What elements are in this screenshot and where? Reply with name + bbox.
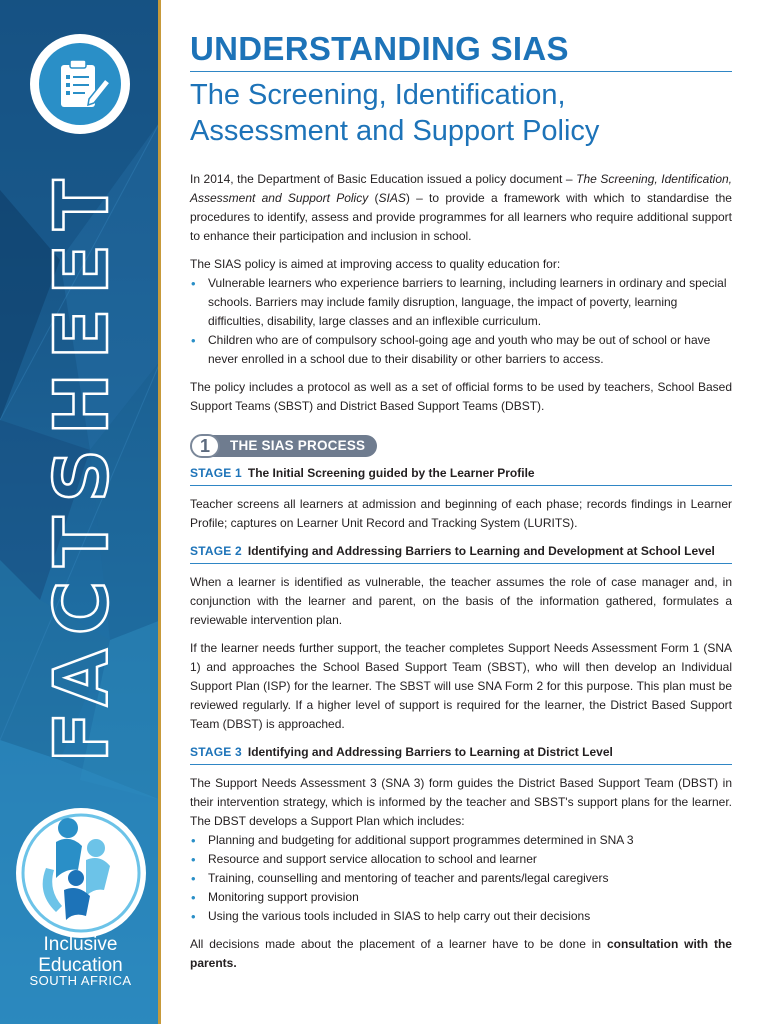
stage-3-paragraph: The Support Needs Assessment 3 (SNA 3) form guides the District Based Support Team (DBST) in their intervention strategy, which is informed by the teacher and SBST's support plans for the learner. The DBST develops a Support Plan which includes: (190, 776, 732, 828)
subtitle-line-1: The Screening, Identification, (190, 79, 566, 111)
stage-3-heading: STAGE 3 Identifying and Addressing Barriers to Learning at District Level (190, 743, 732, 765)
factsheet-vertical-title: FACTSHEET (39, 165, 125, 763)
brand-inclusive: Inclusive (43, 934, 118, 955)
intro-paragraph-3: The policy includes a protocol as well as a set of official forms to be used by teachers, School Based Support Teams (SBST) and District Based Support Teams (DBST). (190, 380, 732, 413)
sidebar (0, 0, 161, 1024)
list-item: • Children who are of compulsory school-going age and youth who may be out of school or have never enrolled in a school due to their disability or other barriers to access. (190, 331, 732, 369)
brand-education: Education (38, 955, 123, 976)
section-heading (190, 434, 732, 458)
list-item: • Vulnerable learners who experience barriers to learning, including learners in ordinary and special schools. Barriers may include family disruption, language, the impact of poverty, learning difficulties, disability, large classes and an inflexible curriculum. (190, 274, 732, 331)
stage-2-paragraph-2: If the learner needs further support, the teacher completes Support Needs Assessment Form 1 (SNA 1) and approaches the School Based Support Team (SBST), who will then develop an Individual Support Plan (ISP) for the learner. The SBST will use SNA Form 2 for this purpose. This plan must be reviewed regularly. If a higher level of support is required for the learner, the District Based Support Team (DBST) is approached. (190, 641, 732, 731)
subtitle-line-2: Assessment and Support Policy (190, 115, 600, 147)
stage-1-heading: STAGE 1 The Initial Screening guided by the Learner Profile (190, 464, 732, 486)
page-title: UNDERSTANDING SIAS (190, 30, 569, 67)
intro-bullet-list (190, 274, 732, 369)
brand-south-africa: SOUTH AFRICA (29, 973, 132, 988)
title-rule (190, 71, 732, 72)
page-subtitle (190, 77, 732, 149)
section-number: 1 (190, 434, 220, 458)
list-item: • Training, counselling and mentoring of teacher and parents/legal caregivers (190, 869, 732, 888)
stage-3-bullet-list (190, 831, 732, 926)
intro-paragraph-2: The SIAS policy is aimed at improving access to quality education for: (190, 257, 561, 271)
list-item: • Using the various tools included in SIAS to help carry out their decisions (190, 907, 732, 926)
clipboard-pencil-icon (30, 34, 130, 134)
intro-paragraph-1: In 2014, the Department of Basic Education issued a policy document – The Screening, Identification, Assessment and Support Policy (SIAS) – to provide a framework with which to standardise the procedures to identify, assess and provide programmes for all learners who require additional support to enhance their participation and inclusion in school. (190, 172, 732, 243)
stage-2-paragraph-1: When a learner is identified as vulnerable, the teacher assumes the role of case manager and, in conjunction with the learner and parent, on the basis of the information gathered, formulates a reviewable intervention plan. (190, 575, 732, 627)
body-flow (190, 170, 732, 973)
stage-1-paragraph: Teacher screens all learners at admission and beginning of each phase; records findings in Learner Profile; captures on Learner Unit Record and Tracking System (LURITS). (190, 497, 732, 530)
stage-2-heading: STAGE 2 Identifying and Addressing Barriers to Learning and Development at School Level (190, 542, 732, 564)
list-item: • Planning and budgeting for additional support programmes determined in SNA 3 (190, 831, 732, 850)
people-family-logo (16, 808, 146, 938)
list-item: • Resource and support service allocation to school and learner (190, 850, 732, 869)
section-label: THE SIAS PROCESS (206, 435, 377, 457)
closing-paragraph: All decisions made about the placement of a learner have to be done in consultation with the parents. (190, 937, 732, 970)
list-item: • Monitoring support provision (190, 888, 732, 907)
sidebar-gold-edge (158, 0, 161, 1024)
